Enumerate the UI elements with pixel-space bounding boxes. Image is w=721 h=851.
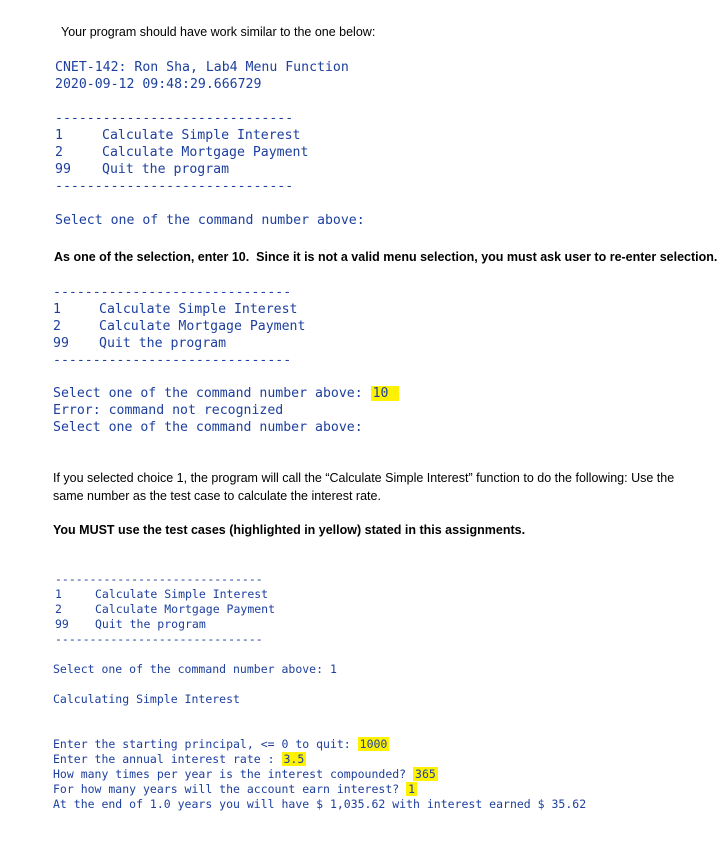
menu-item-number: 2 (55, 602, 62, 616)
compound-value-highlight: 365 (415, 767, 436, 781)
years-prompt: For how many years will the account earn interest? (53, 782, 400, 796)
select-prompt-line (53, 385, 399, 402)
menu-item-label: Calculate Mortgage Payment (99, 319, 306, 334)
test-input-invalid-highlight: 10 (371, 386, 399, 401)
select-prompt: Select one of the command number above: (53, 386, 363, 401)
menu-item-number: 99 (55, 162, 71, 177)
program-header-title: CNET-142: Ron Sha, Lab4 Menu Function (55, 60, 349, 75)
calculating-simple-interest: Calculating Simple Interest (53, 692, 240, 706)
years-value-highlight: 1 (408, 782, 416, 796)
rate-line (53, 752, 306, 767)
principal-line (53, 737, 389, 752)
menu-item-number: 2 (53, 319, 61, 334)
menu-separator-top: ------------------------------ (55, 572, 263, 586)
instruction-invalid-selection: As one of the selection, enter 10. Since it is not a valid menu selection, you must ask user to re-enter selection. (54, 250, 718, 264)
principal-value-highlight: 1000 (359, 737, 388, 751)
menu-separator-bottom: ------------------------------ (55, 179, 294, 194)
menu-item-label: Quit the program (95, 617, 206, 631)
menu-item-number: 99 (53, 336, 69, 351)
select-prompt-retry: Select one of the command number above: (53, 420, 363, 435)
menu-item-number: 1 (53, 302, 61, 317)
principal-prompt: Enter the starting principal, <= 0 to quit: (53, 737, 351, 751)
menu-item-label: Calculate Simple Interest (102, 128, 301, 143)
compound-line (53, 767, 438, 782)
menu-item-number: 1 (55, 587, 62, 601)
menu-item-label: Quit the program (102, 162, 230, 177)
select-prompt-with-choice: Select one of the command number above: 1 (53, 662, 337, 676)
rate-value-highlight: 3.5 (283, 752, 305, 766)
menu-item-number: 1 (55, 128, 63, 143)
menu-item-label: Calculate Mortgage Payment (95, 602, 276, 616)
instruction-use-test-cases: You MUST use the test cases (highlighted in yellow) stated in this assignments. (53, 523, 526, 537)
menu-item-number: 99 (55, 617, 69, 631)
menu-separator-top: ------------------------------ (53, 285, 292, 300)
instruction-choice-one-line1: If you selected choice 1, the program will call the “Calculate Simple Interest” function to do the following: Use the (53, 471, 675, 485)
program-header-timestamp: 2020-09-12 09:48:29.666729 (55, 77, 262, 92)
error-message: Error: command not recognized (53, 403, 284, 418)
menu-separator-top: ------------------------------ (55, 111, 294, 126)
menu-separator-bottom: ------------------------------ (53, 353, 292, 368)
years-line (53, 782, 417, 797)
menu-item-label: Calculate Simple Interest (99, 302, 298, 317)
compound-prompt: How many times per year is the interest compounded? (53, 767, 407, 781)
menu-separator-bottom: ------------------------------ (55, 632, 263, 646)
result-line: At the end of 1.0 years you will have $ 1,035.62 with interest earned $ 35.62 (53, 797, 587, 811)
menu-item-label: Calculate Simple Interest (95, 587, 269, 601)
menu-item-number: 2 (55, 145, 63, 160)
rate-prompt: Enter the annual interest rate : (53, 752, 275, 766)
menu-item-label: Calculate Mortgage Payment (102, 145, 309, 160)
intro-text: Your program should have work similar to the one below: (61, 25, 376, 39)
instruction-choice-one-line2: same number as the test case to calculate the interest rate. (53, 489, 381, 503)
menu-item-label: Quit the program (99, 336, 227, 351)
select-prompt: Select one of the command number above: (55, 213, 365, 228)
